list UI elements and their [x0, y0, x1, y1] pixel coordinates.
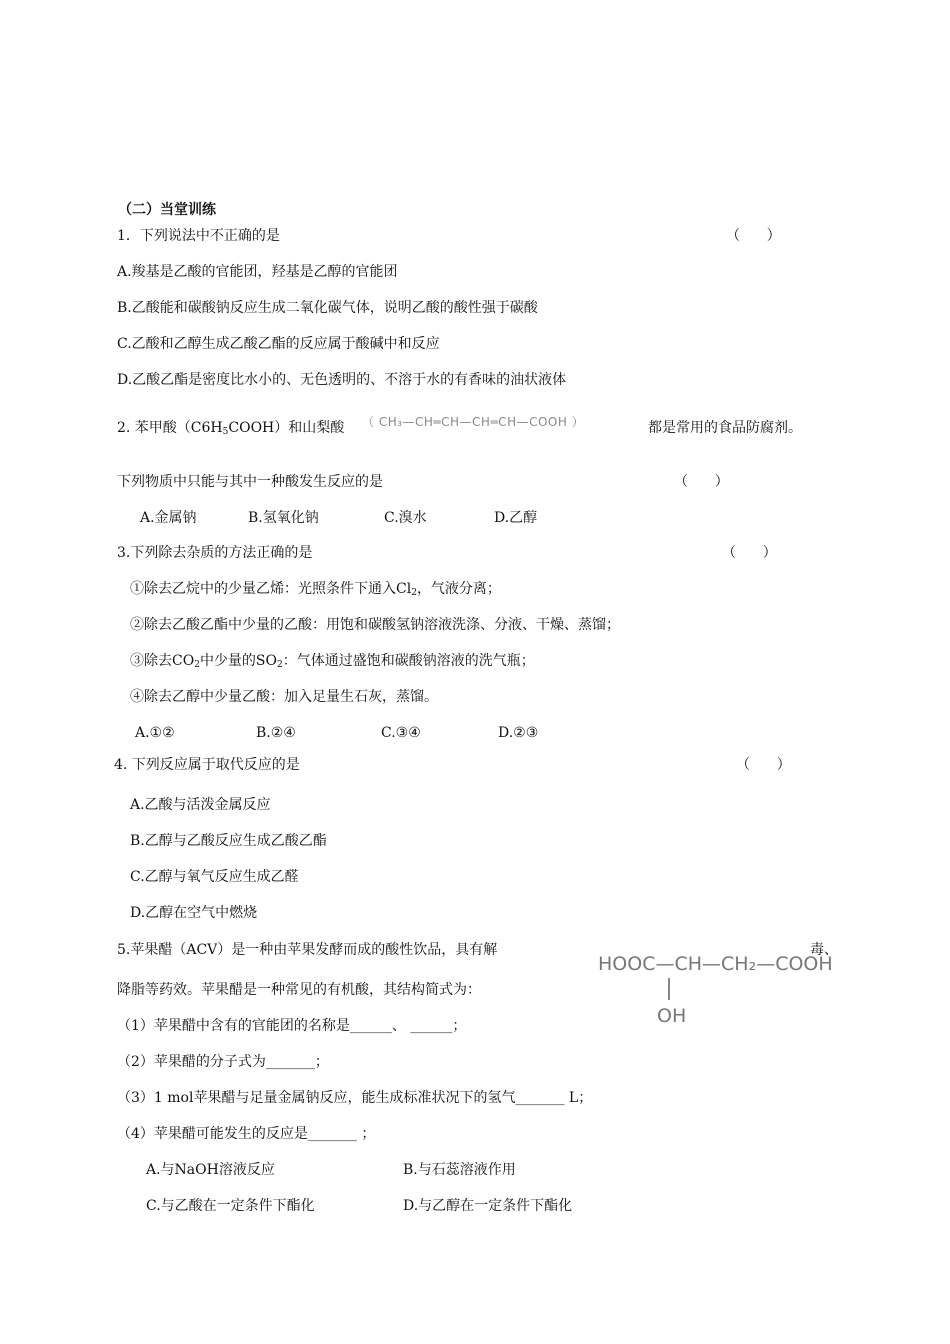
q3-option-c: C.③④ [381, 725, 421, 741]
q3-item-3-post: 中少量的SO [199, 653, 278, 669]
q1-stem: 1．下列说法中不正确的是 [117, 228, 280, 244]
q4-answer-paren: （ ） [736, 757, 791, 773]
q5-option-d: D.与乙醇在一定条件下酯化 [403, 1198, 573, 1214]
q2-stem-post: 都是常用的食品防腐剂。 [648, 420, 802, 436]
q3-item-2: ②除去乙酸乙酯中少量的乙酸：用饱和碳酸氢钠溶液洗涤、分液、干燥、蒸馏； [130, 617, 620, 633]
q4-option-c: C.乙醇与氧气反应生成乙醛 [130, 869, 299, 885]
q2-stem-line2: 下列物质中只能与其中一种酸发生反应的是 [117, 474, 383, 490]
q5-sub-4: （4）苹果醋可能发生的反应是_______ ； [117, 1126, 376, 1142]
q2-stem-pre: 2. 苯甲酸（C6H [117, 420, 223, 436]
q5-stem-tail: 毒、 [810, 942, 838, 958]
q3-answer-paren: （ ） [722, 545, 777, 561]
q1-option-d: D.乙酸乙酯是密度比水小的、无色透明的、不溶于水的有香味的油状液体 [117, 372, 567, 388]
q2-stem [117, 418, 344, 442]
q5-sub-1: （1）苹果醋中含有的官能团的名称是______、 ______； [117, 1018, 467, 1034]
q5-option-b: B.与石蕊溶液作用 [403, 1162, 516, 1178]
q1-option-b: B.乙酸能和碳酸钠反应生成二氧化碳气体，说明乙酸的酸性强于碳酸 [117, 300, 538, 316]
q4-option-d: D.乙醇在空气中燃烧 [130, 905, 258, 921]
malic-acid-structure-main: HOOC—CH—CH₂—COOH [598, 953, 833, 975]
q2-option-d: D.乙醇 [494, 510, 538, 526]
q3-item-1-pre: ①除去乙烷中的少量乙烯：光照条件下通入Cl [130, 581, 412, 597]
q2-stem-sub: 5 [222, 427, 229, 437]
q4-option-b: B.乙醇与乙酸反应生成乙酸乙酯 [130, 833, 327, 849]
q3-item-3-tail: ：气体通过盛饱和碳酸钠溶液的洗气瓶； [282, 653, 535, 669]
q5-option-c: C.与乙酸在一定条件下酯化 [146, 1198, 315, 1214]
q5-stem-line2: 降脂等药效。苹果醋是一种常见的有机酸，其结构简式为： [117, 982, 481, 998]
q2-answer-paren: （ ） [674, 474, 729, 490]
q2-stem-mid: COOH）和山梨酸 [228, 420, 345, 436]
q1-option-c: C.乙酸和乙醇生成乙酸乙酯的反应属于酸碱中和反应 [117, 336, 440, 352]
q4-option-a: A.乙酸与活泼金属反应 [130, 797, 271, 813]
q5-sub-2: （2）苹果醋的分子式为_______； [117, 1054, 329, 1070]
q2-option-c: C.溴水 [384, 510, 427, 526]
q3-item-4: ④除去乙醇中少量乙酸：加入足量生石灰，蒸馏。 [130, 689, 438, 705]
q3-item-3-sub2: 2 [277, 660, 283, 670]
q3-option-d: D.②③ [498, 725, 539, 741]
q3-item-1-sub: 2 [411, 588, 417, 598]
q2-option-a: A.金属钠 [140, 510, 197, 526]
q1-answer-paren: （ ） [726, 228, 781, 244]
q3-item-3-pre: ③除去CO [130, 653, 195, 669]
malic-acid-bond [668, 978, 670, 1000]
q3-item-1 [130, 579, 501, 603]
q1-option-a: A.羧基是乙酸的官能团，羟基是乙醇的官能团 [117, 264, 398, 280]
q4-stem: 4. 下列反应属于取代反应的是 [114, 757, 300, 773]
q3-item-3 [130, 651, 535, 675]
q2-option-b: B.氢氧化钠 [248, 510, 319, 526]
q3-option-a: A.①② [135, 725, 175, 741]
q3-item-1-post: ，气液分离； [416, 581, 501, 597]
q5-option-a: A.与NaOH溶液反应 [146, 1162, 275, 1178]
q5-stem: 5.苹果醋（ACV）是一种由苹果发酵而成的酸性饮品，具有解 [117, 942, 498, 958]
section-title: （二）当堂训练 [118, 202, 216, 218]
q5-sub-3: （3）1 mol苹果醋与足量金属钠反应，能生成标准状况下的氢气_______ L； [117, 1090, 593, 1106]
sorbic-acid-structure: （ CH₃—CH═CH—CH═CH—COOH ） [362, 415, 585, 429]
malic-acid-structure-branch: OH [657, 1005, 687, 1027]
q3-option-b: B.②④ [256, 725, 296, 741]
q3-item-3-sub: 2 [194, 660, 200, 670]
q3-stem: 3.下列除去杂质的方法正确的是 [117, 545, 313, 561]
